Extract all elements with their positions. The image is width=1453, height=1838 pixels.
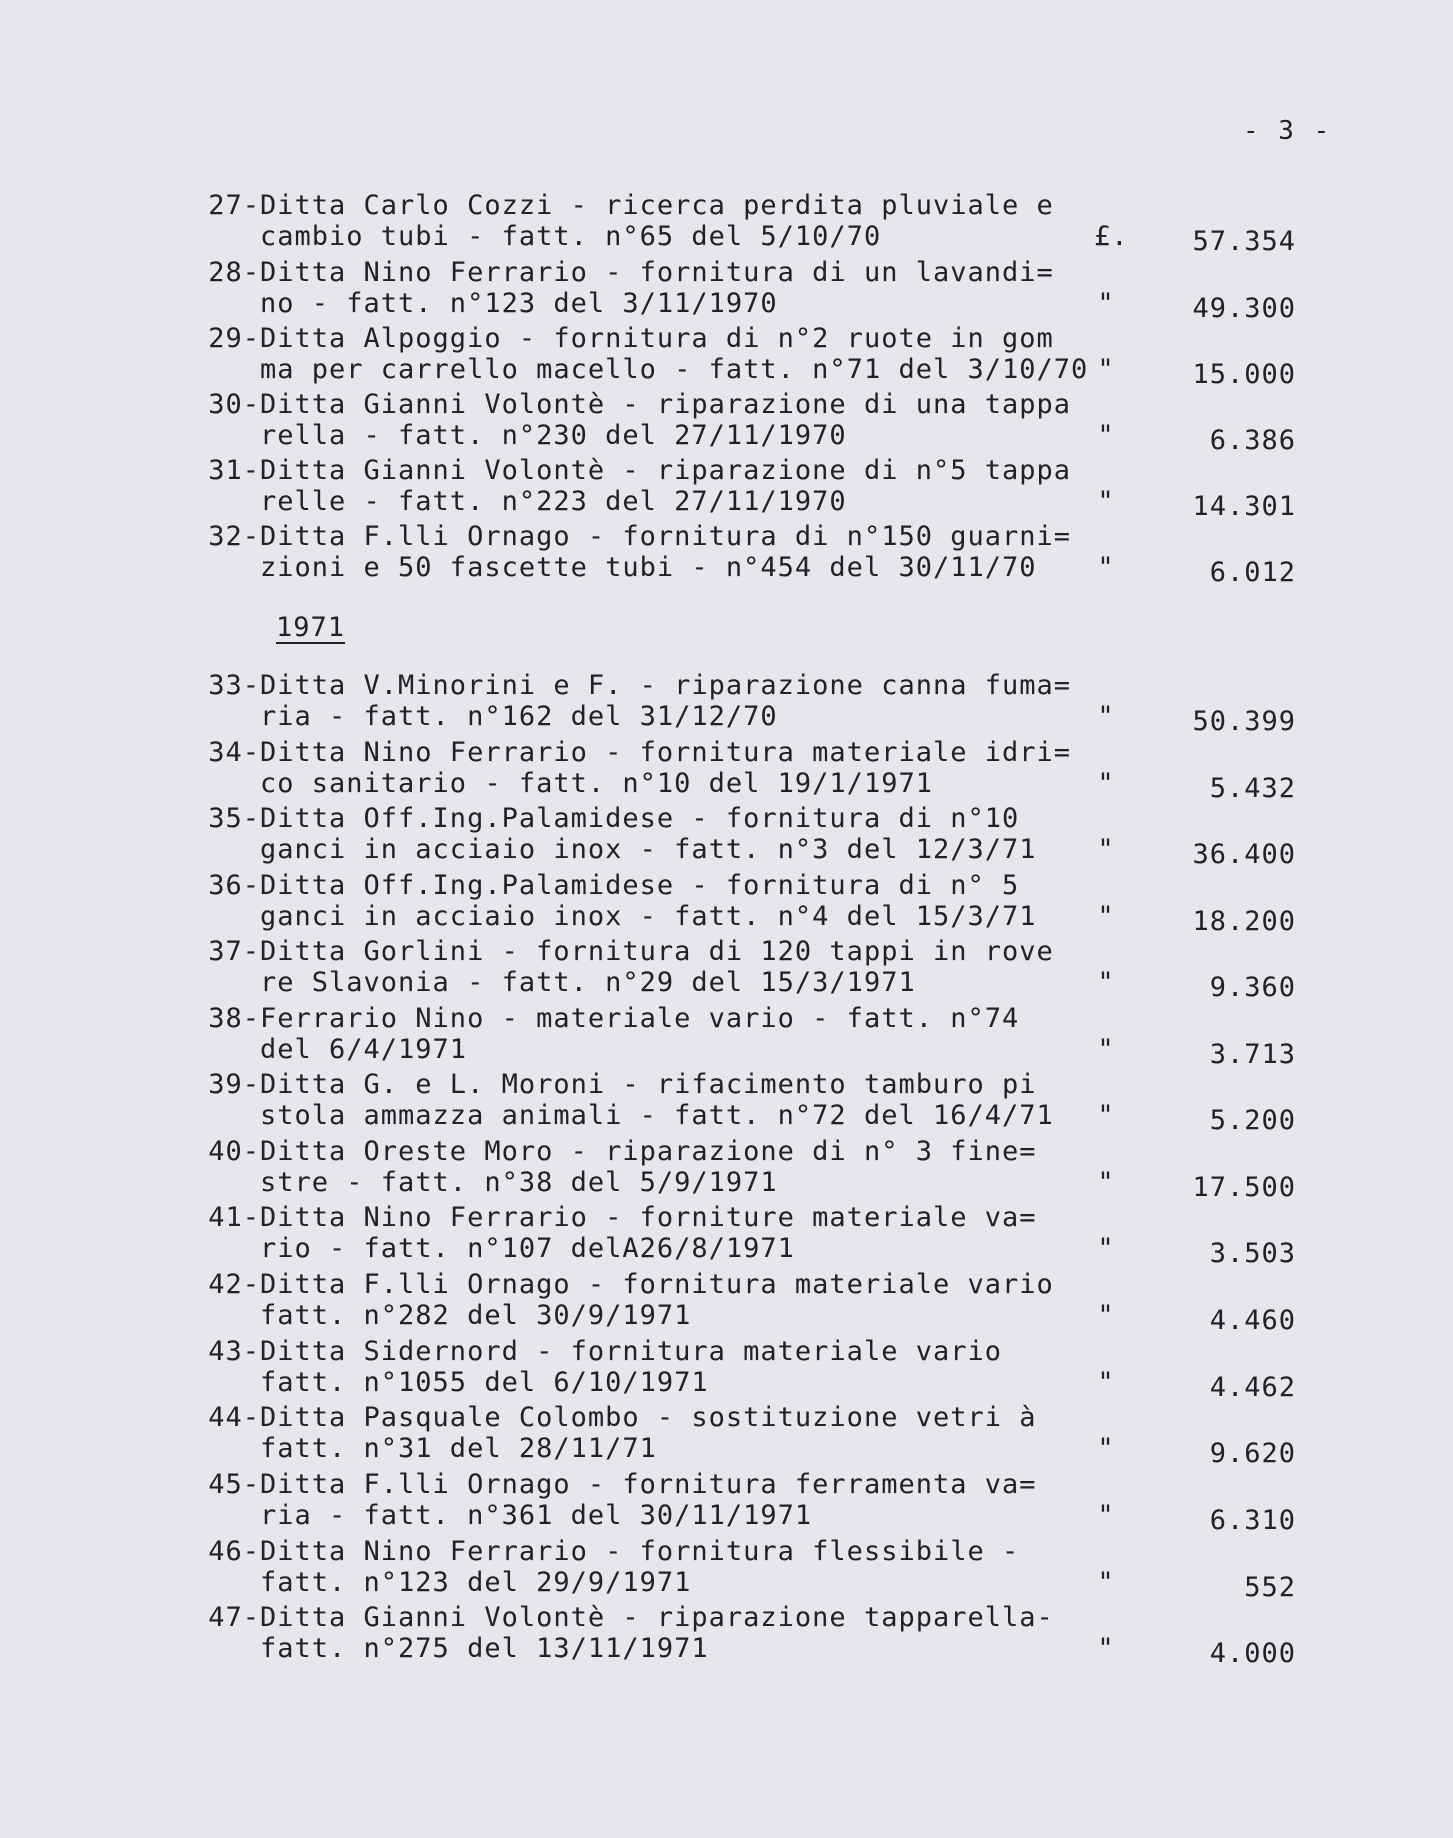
list-item	[0, 870, 1453, 937]
entry-description-line1: Ditta Alpoggio - fornitura di n°2 ruote in gom	[260, 323, 1054, 354]
entry-number: 28-	[208, 257, 260, 288]
entry-currency-mark: "	[1097, 288, 1115, 319]
entry-amount: 3.713	[1209, 1039, 1296, 1070]
entry-number: 36-	[208, 870, 260, 901]
entry-number: 40-	[208, 1136, 260, 1167]
entry-description-line2: ganci in acciaio inox - fatt. n°4 del 15/3/71	[260, 901, 1037, 932]
entry-amount: 15.000	[1192, 359, 1296, 390]
entry-description-line1: Ditta F.lli Ornago - fornitura ferramenta va=	[260, 1469, 1037, 1500]
entry-currency-mark: "	[1097, 1300, 1115, 1331]
list-item	[0, 936, 1453, 1003]
list-item	[0, 1003, 1453, 1070]
entry-number: 46-	[208, 1536, 260, 1567]
entry-currency-mark: "	[1097, 486, 1115, 517]
entry-currency-mark: £.	[1094, 221, 1129, 252]
entry-description-line2: no - fatt. n°123 del 3/11/1970	[260, 288, 778, 319]
entry-description-line1: Ditta F.lli Ornago - fornitura di n°150 guarni=	[260, 521, 1072, 552]
entry-amount: 49.300	[1192, 293, 1296, 324]
page-number: - 3 -	[1243, 116, 1332, 146]
entry-number: 29-	[208, 323, 260, 354]
entry-amount: 6.012	[1209, 557, 1296, 588]
entry-number: 35-	[208, 803, 260, 834]
entry-description-line2: rella - fatt. n°230 del 27/11/1970	[260, 420, 847, 451]
entry-description-line2: stre - fatt. n°38 del 5/9/1971	[260, 1167, 778, 1198]
entry-description-line2: fatt. n°31 del 28/11/71	[260, 1433, 657, 1464]
entry-description-line1: Ditta Nino Ferrario - fornitura di un lavandi=	[260, 257, 1054, 288]
entry-description-line1: Ferrario Nino - materiale vario - fatt. n°74	[260, 1003, 1020, 1034]
entry-amount: 4.462	[1209, 1372, 1296, 1403]
entry-description-line1: Ditta Gianni Volontè - riparazione di una tappa	[260, 389, 1072, 420]
entry-number: 43-	[208, 1336, 260, 1367]
entry-number: 45-	[208, 1469, 260, 1500]
entry-description-line2: rio - fatt. n°107 delA26/8/1971	[260, 1233, 795, 1264]
entry-currency-mark: "	[1097, 1633, 1115, 1664]
entry-currency-mark: "	[1097, 1167, 1115, 1198]
entry-description-line1: Ditta Gorlini - fornitura di 120 tappi in rove	[260, 936, 1054, 967]
entry-description-line1: Ditta V.Minorini e F. - riparazione canna fuma=	[260, 670, 1072, 701]
entry-number: 27-	[208, 190, 260, 221]
entry-description-line2: co sanitario - fatt. n°10 del 19/1/1971	[260, 768, 933, 799]
list-item	[0, 1469, 1453, 1536]
entry-description-line2: relle - fatt. n°223 del 27/11/1970	[260, 486, 847, 517]
entry-currency-mark: "	[1097, 1034, 1115, 1065]
entry-description-line2: fatt. n°1055 del 6/10/1971	[260, 1367, 709, 1398]
entry-amount: 5.432	[1209, 773, 1296, 804]
entry-number: 33-	[208, 670, 260, 701]
entry-amount: 14.301	[1192, 491, 1296, 522]
entry-number: 37-	[208, 936, 260, 967]
entry-number: 44-	[208, 1402, 260, 1433]
entry-amount: 552	[1244, 1572, 1296, 1603]
entry-description-line1: Ditta Carlo Cozzi - ricerca perdita pluviale e	[260, 190, 1054, 221]
entry-description-line1: Ditta Gianni Volontè - riparazione di n°5 tappa	[260, 455, 1072, 486]
entry-amount: 9.360	[1209, 972, 1296, 1003]
entry-description-line1: Ditta Sidernord - fornitura materiale vario	[260, 1336, 1002, 1367]
entry-number: 47-	[208, 1602, 260, 1633]
list-item	[0, 190, 1453, 257]
entry-number: 30-	[208, 389, 260, 420]
list-item	[0, 455, 1453, 522]
list-item	[0, 323, 1453, 390]
entry-number: 31-	[208, 455, 260, 486]
entry-description-line1: Ditta Pasquale Colombo - sostituzione vetri à	[260, 1402, 1037, 1433]
entry-amount: 4.460	[1209, 1305, 1296, 1336]
list-item	[0, 1202, 1453, 1269]
entry-description-line1: Ditta Nino Ferrario - fornitura materiale idri=	[260, 737, 1072, 768]
entry-amount: 6.310	[1209, 1505, 1296, 1536]
entry-amount: 4.000	[1209, 1638, 1296, 1669]
entry-description-line1: Ditta Nino Ferrario - fornitura flessibile -	[260, 1536, 1020, 1567]
entry-currency-mark: "	[1097, 967, 1115, 998]
year-heading: 1971	[276, 612, 346, 643]
entry-description-line1: Ditta Gianni Volontè - riparazione tapparella-	[260, 1602, 1054, 1633]
entry-amount: 9.620	[1209, 1438, 1296, 1469]
entry-description-line2: ria - fatt. n°361 del 30/11/1971	[260, 1500, 813, 1531]
entry-currency-mark: "	[1097, 768, 1115, 799]
entry-description-line2: ganci in acciaio inox - fatt. n°3 del 12/3/71	[260, 834, 1037, 865]
list-item	[0, 670, 1453, 737]
entry-description-line2: del 6/4/1971	[260, 1034, 468, 1065]
entry-amount: 50.399	[1192, 706, 1296, 737]
entry-description-line2: re Slavonia - fatt. n°29 del 15/3/1971	[260, 967, 916, 998]
list-item	[0, 389, 1453, 456]
list-item	[0, 1602, 1453, 1669]
entry-currency-mark: "	[1097, 354, 1115, 385]
entry-description-line1: Ditta Off.Ing.Palamidese - fornitura di n° 5	[260, 870, 1020, 901]
entry-description-line1: Ditta Off.Ing.Palamidese - fornitura di n°10	[260, 803, 1020, 834]
entry-currency-mark: "	[1097, 834, 1115, 865]
entry-description-line1: Ditta F.lli Ornago - fornitura materiale vario	[260, 1269, 1054, 1300]
entry-amount: 18.200	[1192, 906, 1296, 937]
entry-currency-mark: "	[1097, 552, 1115, 583]
entry-number: 32-	[208, 521, 260, 552]
entry-currency-mark: "	[1097, 1433, 1115, 1464]
entry-currency-mark: "	[1097, 1567, 1115, 1598]
entry-amount: 3.503	[1209, 1238, 1296, 1269]
entry-description-line2: fatt. n°282 del 30/9/1971	[260, 1300, 692, 1331]
entry-description-line2: ma per carrello macello - fatt. n°71 del 3/10/70	[260, 354, 1089, 385]
entry-amount: 17.500	[1192, 1172, 1296, 1203]
entry-description-line2: cambio tubi - fatt. n°65 del 5/10/70	[260, 221, 882, 252]
entry-number: 34-	[208, 737, 260, 768]
list-item	[0, 1136, 1453, 1203]
list-item	[0, 521, 1453, 588]
entry-description-line1: Ditta Nino Ferrario - forniture materiale va=	[260, 1202, 1037, 1233]
entry-currency-mark: "	[1097, 701, 1115, 732]
entry-currency-mark: "	[1097, 420, 1115, 451]
entry-description-line1: Ditta Oreste Moro - riparazione di n° 3 fine=	[260, 1136, 1037, 1167]
entry-description-line2: fatt. n°275 del 13/11/1971	[260, 1633, 709, 1664]
entry-currency-mark: "	[1097, 1100, 1115, 1131]
entry-description-line2: ria - fatt. n°162 del 31/12/70	[260, 701, 778, 732]
entry-amount: 57.354	[1192, 226, 1296, 257]
entry-number: 39-	[208, 1069, 260, 1100]
entry-description-line2: fatt. n°123 del 29/9/1971	[260, 1567, 692, 1598]
list-item	[0, 1536, 1453, 1603]
entry-description-line2: zioni e 50 fascette tubi - n°454 del 30/11/70	[260, 552, 1037, 583]
entry-amount: 6.386	[1209, 425, 1296, 456]
entry-amount: 5.200	[1209, 1105, 1296, 1136]
list-item	[0, 257, 1453, 324]
entry-description-line2: stola ammazza animali - fatt. n°72 del 16/4/71	[260, 1100, 1054, 1131]
list-item	[0, 1069, 1453, 1136]
entry-currency-mark: "	[1097, 1367, 1115, 1398]
entry-currency-mark: "	[1097, 1500, 1115, 1531]
list-item	[0, 1269, 1453, 1336]
list-item	[0, 1336, 1453, 1403]
entry-number: 38-	[208, 1003, 260, 1034]
entry-currency-mark: "	[1097, 1233, 1115, 1264]
entry-description-line1: Ditta G. e L. Moroni - rifacimento tamburo pi	[260, 1069, 1037, 1100]
entry-amount: 36.400	[1192, 839, 1296, 870]
entry-number: 41-	[208, 1202, 260, 1233]
list-item	[0, 737, 1453, 804]
list-item	[0, 1402, 1453, 1469]
entry-number: 42-	[208, 1269, 260, 1300]
entry-currency-mark: "	[1097, 901, 1115, 932]
list-item	[0, 803, 1453, 870]
